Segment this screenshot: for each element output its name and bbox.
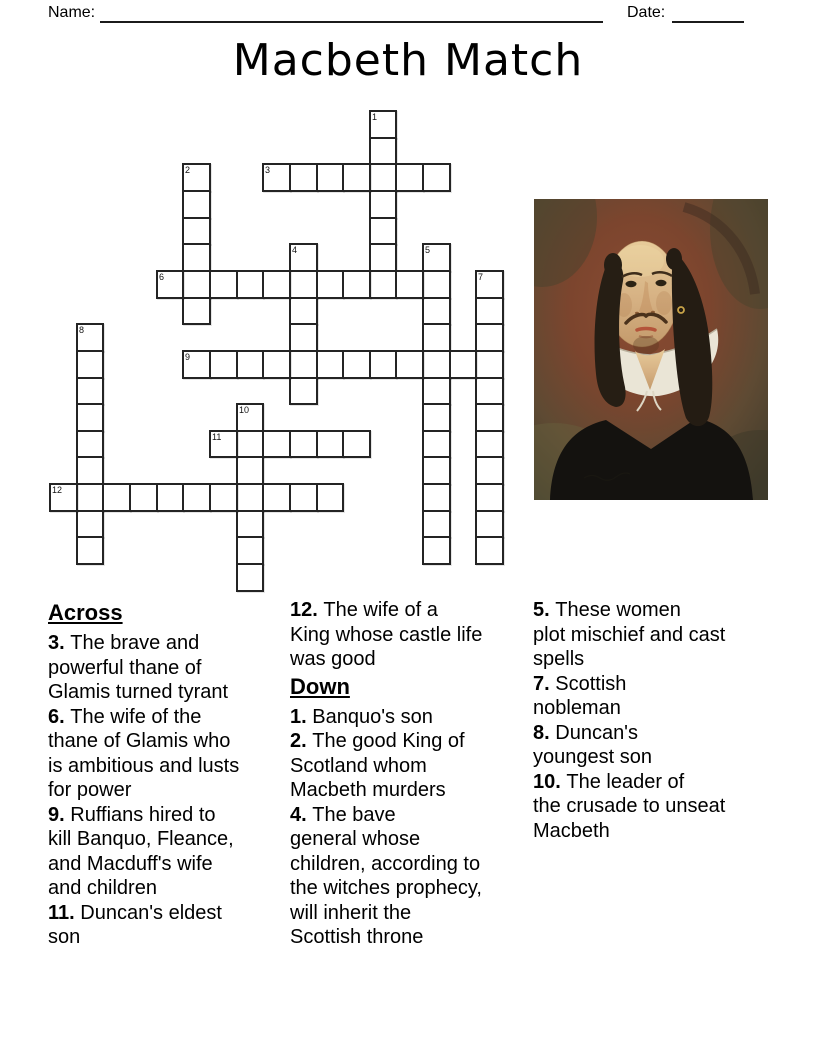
crossword-cell[interactable] — [422, 297, 451, 325]
clue-number: 9. — [48, 803, 71, 826]
clue-number: 6. — [48, 705, 71, 728]
clue-column-2 — [290, 598, 535, 950]
cell-number: 12 — [52, 485, 63, 495]
clue-number: 11. — [48, 901, 81, 924]
crossword-cell[interactable] — [76, 510, 104, 538]
crossword-cell[interactable] — [129, 483, 158, 512]
crossword-cell[interactable] — [369, 270, 397, 299]
crossword-cell[interactable] — [449, 350, 477, 379]
crossword-cell[interactable] — [395, 270, 424, 299]
crossword-cell[interactable] — [76, 483, 104, 512]
crossword-cell[interactable] — [76, 430, 104, 458]
crossword-cell[interactable] — [316, 483, 344, 512]
crossword-cell[interactable] — [369, 190, 397, 219]
crossword-cell[interactable] — [475, 536, 504, 565]
crossword-cell[interactable] — [316, 430, 344, 458]
clue-8: 8. Duncan's youngest son — [533, 721, 652, 768]
crossword-cell[interactable] — [289, 270, 318, 299]
crossword-cell[interactable] — [289, 323, 318, 352]
clue-number: 4. — [290, 803, 313, 826]
crossword-cell[interactable] — [369, 163, 397, 192]
crossword-cell[interactable] — [475, 377, 504, 405]
crossword-cell[interactable] — [76, 456, 104, 485]
crossword-cell[interactable] — [422, 243, 451, 272]
crossword-cell[interactable] — [182, 350, 211, 379]
page-title: Macbeth Match — [232, 35, 584, 86]
cell-number: 4 — [292, 245, 298, 255]
crossword-cell[interactable] — [475, 350, 504, 379]
crossword-cell[interactable] — [316, 350, 344, 379]
crossword-cell[interactable] — [422, 163, 451, 192]
crossword-cell[interactable] — [236, 456, 264, 485]
crossword-cell[interactable] — [342, 163, 371, 192]
crossword-cell[interactable] — [422, 350, 451, 379]
crossword-cell[interactable] — [262, 163, 291, 192]
crossword-cell[interactable] — [209, 483, 238, 512]
crossword-cell[interactable] — [76, 350, 104, 379]
cell-number: 5 — [425, 245, 431, 255]
clue-number: 8. — [533, 721, 556, 744]
clue-9: 9. Ruffians hired to kill Banquo, Fleance, and Macduff's wife and children — [48, 803, 234, 899]
crossword-cell[interactable] — [236, 536, 264, 565]
crossword-cell[interactable] — [316, 270, 344, 299]
crossword-cell[interactable] — [342, 270, 371, 299]
crossword-grid — [49, 110, 506, 592]
name-label: Name: — [48, 4, 96, 21]
crossword-cell[interactable] — [475, 510, 504, 538]
clue-4: 4. The bave general whose children, according to the witches prophecy, will inherit the Scottish throne — [290, 803, 482, 948]
crossword-cell[interactable] — [209, 350, 238, 379]
crossword-cell[interactable] — [342, 350, 371, 379]
crossword-cell[interactable] — [76, 377, 104, 405]
crossword-cell[interactable] — [182, 270, 211, 299]
crossword-cell[interactable] — [475, 430, 504, 458]
crossword-cell[interactable] — [475, 297, 504, 325]
crossword-cell[interactable] — [76, 323, 104, 352]
crossword-cell[interactable] — [289, 483, 318, 512]
crossword-cell[interactable] — [475, 323, 504, 352]
crossword-cell[interactable] — [102, 483, 131, 512]
clue-number: 3. — [48, 632, 71, 654]
crossword-cell[interactable] — [156, 483, 184, 512]
clue-11: 11. Duncan's eldest son — [48, 901, 222, 948]
clue-6: 6. The wife of the thane of Glamis who is ambitious and lusts for power — [48, 705, 240, 801]
crossword-cell[interactable] — [182, 163, 211, 192]
crossword-cell[interactable] — [369, 110, 397, 139]
crossword-cell[interactable] — [289, 163, 318, 192]
crossword-cell[interactable] — [182, 217, 211, 245]
crossword-cell[interactable] — [422, 536, 451, 565]
crossword-cell[interactable] — [262, 270, 291, 299]
clue-3: 3. The brave and powerful thane of Glamis turned tyrant — [48, 632, 229, 703]
crossword-cell[interactable] — [236, 403, 264, 432]
crossword-cell[interactable] — [395, 163, 424, 192]
crossword-cell[interactable] — [369, 137, 397, 165]
crossword-cell[interactable] — [422, 430, 451, 458]
crossword-cell[interactable] — [182, 243, 211, 272]
date-label: Date: — [627, 4, 666, 21]
clue-1: 1. Banquo's son — [290, 705, 433, 728]
crossword-cell[interactable] — [422, 456, 451, 485]
crossword-cell[interactable] — [182, 297, 211, 325]
crossword-cell[interactable] — [369, 350, 397, 379]
cell-number: 1 — [372, 112, 378, 122]
date-fill-line[interactable] — [672, 21, 744, 23]
name-fill-line[interactable] — [100, 21, 603, 23]
cell-number: 10 — [239, 405, 250, 415]
crossword-cell[interactable] — [262, 350, 291, 379]
crossword-cell[interactable] — [342, 430, 371, 458]
crossword-cell[interactable] — [289, 350, 318, 379]
clue-number: 2. — [290, 730, 313, 752]
clue-7: 7. Scottish nobleman — [533, 672, 627, 719]
crossword-cell[interactable] — [236, 563, 264, 592]
cell-number: 8 — [79, 325, 85, 335]
crossword-cell[interactable] — [289, 297, 318, 325]
crossword-cell[interactable] — [289, 430, 318, 458]
down-heading: Down — [290, 673, 350, 699]
clue-number: 12. — [290, 599, 324, 621]
cell-number: 2 — [185, 165, 191, 175]
crossword-cell[interactable] — [236, 483, 264, 512]
crossword-cell[interactable] — [422, 483, 451, 512]
clue-number: 1. — [290, 705, 313, 728]
crossword-cell[interactable] — [182, 190, 211, 219]
cell-number: 9 — [185, 352, 191, 362]
crossword-cell[interactable] — [236, 510, 264, 538]
crossword-cell[interactable] — [289, 243, 318, 272]
crossword-cell[interactable] — [369, 243, 397, 272]
crossword-cell[interactable] — [156, 270, 184, 299]
clue-5: 5. These women plot mischief and cast spells — [533, 599, 726, 670]
clue-number: 5. — [533, 599, 556, 621]
crossword-cell[interactable] — [422, 270, 451, 299]
clue-2: 2. The good King of Scotland whom Macbeth murders — [290, 730, 465, 801]
crossword-cell[interactable] — [209, 270, 238, 299]
cell-number: 6 — [159, 272, 165, 282]
crossword-cell[interactable] — [369, 217, 397, 245]
clue-column-1 — [48, 598, 288, 950]
clue-number: 7. — [533, 672, 556, 695]
clue-10: 10. The leader of the crusade to unseat Macbeth — [533, 770, 726, 842]
crossword-cell[interactable] — [475, 403, 504, 432]
cell-number: 11 — [212, 432, 222, 442]
crossword-cell[interactable] — [236, 350, 264, 379]
crossword-cell[interactable] — [262, 483, 291, 512]
crossword-cell[interactable] — [422, 403, 451, 432]
crossword-cell[interactable] — [422, 323, 451, 352]
crossword-cell[interactable] — [209, 430, 238, 458]
crossword-cell[interactable] — [475, 456, 504, 485]
across-heading: Across — [48, 600, 123, 625]
crossword-cell[interactable] — [475, 483, 504, 512]
crossword-cell[interactable] — [289, 377, 318, 405]
crossword-cell[interactable] — [262, 430, 291, 458]
crossword-cell[interactable] — [422, 377, 451, 405]
crossword-cell[interactable] — [49, 483, 78, 512]
crossword-cell[interactable] — [316, 163, 344, 192]
clue-number: 10. — [533, 770, 567, 793]
clue-column-3 — [533, 598, 783, 843]
crossword-cell[interactable] — [475, 270, 504, 299]
crossword-cell[interactable] — [182, 483, 211, 512]
shakespeare-portrait-image — [534, 199, 768, 500]
crossword-cell[interactable] — [422, 510, 451, 538]
crossword-cell[interactable] — [395, 350, 424, 379]
crossword-cell[interactable] — [236, 270, 264, 299]
cell-number: 7 — [478, 272, 484, 282]
cell-number: 3 — [265, 165, 271, 175]
crossword-cell[interactable] — [76, 403, 104, 432]
crossword-cell[interactable] — [236, 430, 264, 458]
crossword-cell[interactable] — [76, 536, 104, 565]
clue-12: 12. The wife of a King whose castle life was good — [290, 599, 483, 670]
